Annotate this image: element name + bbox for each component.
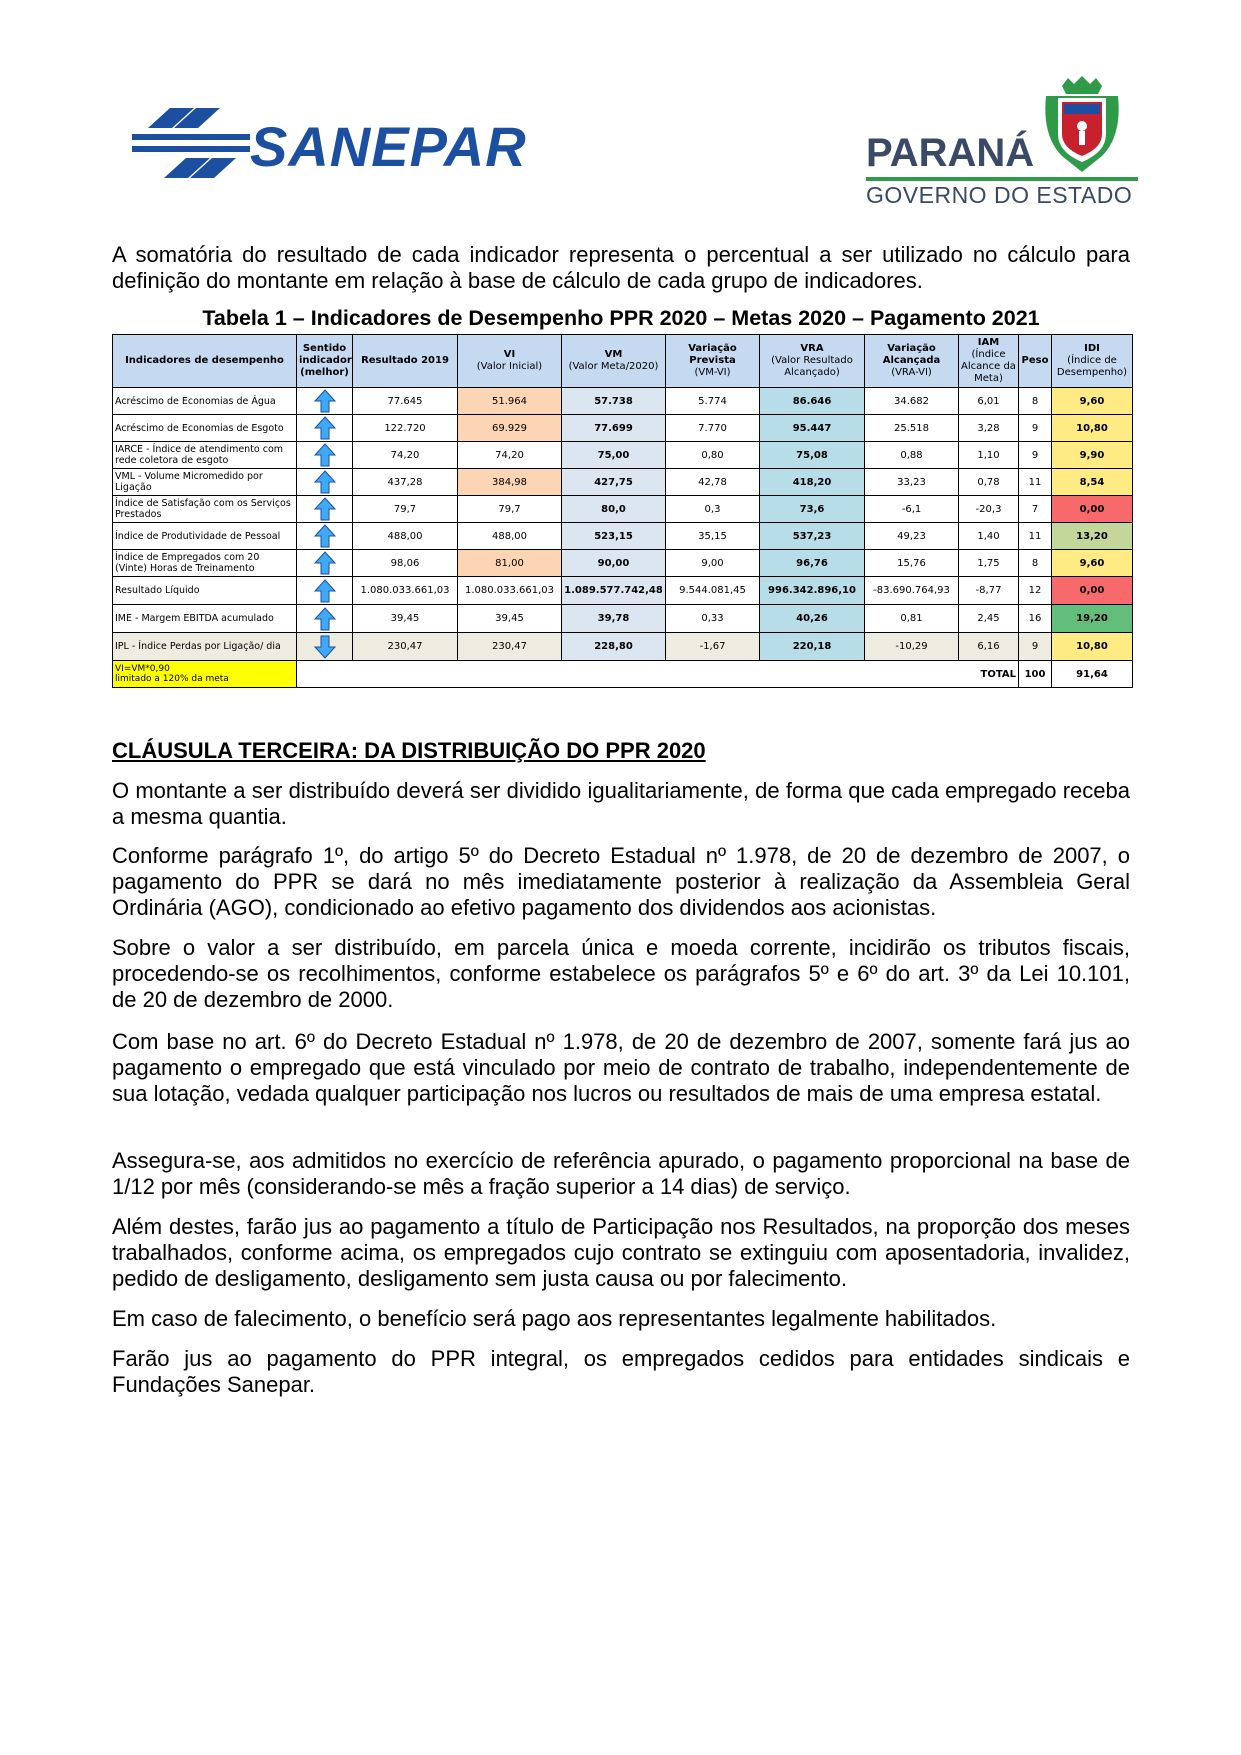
resultado-cell: 79,7 [353, 496, 458, 523]
total-row [113, 661, 1133, 688]
variacao-alcancada-cell: -6,1 [865, 496, 959, 523]
indicator-name: IARCE - Índice de atendimento com rede coletora de esgoto [113, 442, 297, 469]
vm-cell: 57.738 [562, 388, 666, 415]
resultado-cell: 77.645 [353, 388, 458, 415]
variacao-prevista-cell: 42,78 [666, 469, 760, 496]
indicator-name: Resultado Líquido [113, 577, 297, 605]
variacao-prevista-cell: 0,33 [666, 605, 760, 633]
vm-cell: 77.699 [562, 415, 666, 442]
parana-logo-text: PARANÁ [866, 131, 1035, 175]
peso-cell: 8 [1019, 388, 1052, 415]
iam-cell: 6,16 [959, 633, 1019, 661]
peso-cell: 8 [1019, 550, 1052, 577]
resultado-cell: 437,28 [353, 469, 458, 496]
paragraph: Assegura-se, aos admitidos no exercício de referência apurado, o pagamento proporcional na base de 1/12 por mês (considerando-se mês a fração superior a 14 dias) de serviço. [112, 1148, 1130, 1199]
header-resultado: Resultado 2019 [353, 335, 458, 388]
header-iam: IAM (Índice Alcance da Meta) [959, 335, 1019, 388]
paragraph: O montante a ser distribuído deverá ser dividido igualitariamente, de forma que cada empregado receba a mesma quantia. [112, 778, 1130, 829]
vra-cell: 418,20 [760, 469, 865, 496]
peso-cell: 9 [1019, 633, 1052, 661]
vra-cell: 86.646 [760, 388, 865, 415]
paragraph: Sobre o valor a ser distribuído, em parcela única e moeda corrente, incidirão os tributos fiscais, procedendo-se os recolhimentos, conforme estabelece os parágrafos 5º e 6º do art. 3º da Lei 10.101, de 20 de dezembro de 2000. [112, 935, 1130, 1012]
clause-title: CLÁUSULA TERCEIRA: DA DISTRIBUIÇÃO DO PPR 2020 [112, 738, 706, 763]
direction-up-icon [297, 469, 353, 496]
variacao-alcancada-cell: -10,29 [865, 633, 959, 661]
resultado-cell: 122.720 [353, 415, 458, 442]
direction-down-icon [297, 633, 353, 661]
note-line-1: VI=VM*0,90 [115, 664, 170, 674]
variacao-alcancada-cell: 49,23 [865, 523, 959, 550]
vi-cell: 81,00 [458, 550, 562, 577]
resultado-cell: 230,47 [353, 633, 458, 661]
variacao-alcancada-cell: 0,81 [865, 605, 959, 633]
iam-cell: 3,28 [959, 415, 1019, 442]
header-idi: IDI (Índice de Desempenho) [1052, 335, 1133, 388]
vra-cell: 40,26 [760, 605, 865, 633]
table-row [113, 442, 1133, 469]
iam-cell: -20,3 [959, 496, 1019, 523]
header-variacao-prevista: Variação Prevista (VM-VI) [666, 335, 760, 388]
vra-cell: 73,6 [760, 496, 865, 523]
note-line-2: limitado a 120% da meta [115, 674, 229, 684]
direction-up-icon [297, 605, 353, 633]
vi-cell: 230,47 [458, 633, 562, 661]
sanepar-logo [132, 104, 542, 184]
vi-cell: 1.080.033.661,03 [458, 577, 562, 605]
idi-cell: 10,80 [1052, 415, 1133, 442]
indicator-name: Índice de Empregados com 20 (Vinte) Horas de Treinamento [113, 550, 297, 577]
vm-cell: 75,00 [562, 442, 666, 469]
header-vm: VM (Valor Meta/2020) [562, 335, 666, 388]
indicator-name: Índice de Satisfação com os Serviços Prestados [113, 496, 297, 523]
idi-cell: 9,90 [1052, 442, 1133, 469]
variacao-alcancada-cell: -83.690.764,93 [865, 577, 959, 605]
peso-cell: 11 [1019, 469, 1052, 496]
vi-cell: 79,7 [458, 496, 562, 523]
table-row [113, 388, 1133, 415]
variacao-prevista-cell: 9.544.081,45 [666, 577, 760, 605]
vi-cell: 69.929 [458, 415, 562, 442]
table-header-row [113, 335, 1133, 388]
variacao-alcancada-cell: 15,76 [865, 550, 959, 577]
table-row [113, 550, 1133, 577]
vm-cell: 80,0 [562, 496, 666, 523]
indicator-name: VML - Volume Micromedido por Ligação [113, 469, 297, 496]
logo-divider [866, 177, 1138, 181]
direction-up-icon [297, 388, 353, 415]
resultado-cell: 1.080.033.661,03 [353, 577, 458, 605]
indicator-name: Acréscimo de Economias de Esgoto [113, 415, 297, 442]
idi-cell: 9,60 [1052, 388, 1133, 415]
sanepar-logo-text: SANEPAR [250, 115, 527, 178]
indicators-table [112, 334, 1133, 688]
variacao-alcancada-cell: 34.682 [865, 388, 959, 415]
variacao-alcancada-cell: 25.518 [865, 415, 959, 442]
idi-cell: 19,20 [1052, 605, 1133, 633]
direction-up-icon [297, 550, 353, 577]
vra-cell: 220,18 [760, 633, 865, 661]
iam-cell: 0,78 [959, 469, 1019, 496]
indicator-name: IPL - Índice Perdas por Ligação/ dia [113, 633, 297, 661]
vra-cell: 996.342.896,10 [760, 577, 865, 605]
variacao-prevista-cell: 9,00 [666, 550, 760, 577]
governo-logo-text: GOVERNO DO ESTADO [866, 182, 1133, 208]
vra-cell: 75,08 [760, 442, 865, 469]
indicator-name: Índice de Produtividade de Pessoal [113, 523, 297, 550]
header-vi: VI (Valor Inicial) [458, 335, 562, 388]
variacao-alcancada-cell: 33,23 [865, 469, 959, 496]
table-row [113, 523, 1133, 550]
vm-cell: 523,15 [562, 523, 666, 550]
peso-cell: 9 [1019, 415, 1052, 442]
header-peso: Peso [1019, 335, 1052, 388]
vra-cell: 96,76 [760, 550, 865, 577]
paragraph: Conforme parágrafo 1º, do artigo 5º do Decreto Estadual nº 1.978, de 20 de dezembro de 2007, o pagamento do PPR se dará no mês imediatamente posterior à realização da Assembleia Geral Ordinária (AGO), condicionado ao efetivo pagamento dos dividendos aos acionistas. [112, 843, 1130, 920]
variacao-prevista-cell: 0,3 [666, 496, 760, 523]
table-row [113, 605, 1133, 633]
idi-cell: 0,00 [1052, 577, 1133, 605]
peso-cell: 7 [1019, 496, 1052, 523]
table-row [113, 415, 1133, 442]
total-idi: 91,64 [1052, 661, 1133, 688]
formula-note [113, 661, 297, 688]
vm-cell: 39,78 [562, 605, 666, 633]
vi-cell: 39,45 [458, 605, 562, 633]
idi-cell: 9,60 [1052, 550, 1133, 577]
direction-up-icon [297, 415, 353, 442]
direction-up-icon [297, 496, 353, 523]
variacao-alcancada-cell: 0,88 [865, 442, 959, 469]
variacao-prevista-cell: 35,15 [666, 523, 760, 550]
peso-cell: 16 [1019, 605, 1052, 633]
table-title: Tabela 1 – Indicadores de Desempenho PPR 2020 – Metas 2020 – Pagamento 2021 [202, 306, 1040, 330]
table-row [113, 469, 1133, 496]
vi-cell: 384,98 [458, 469, 562, 496]
peso-cell: 12 [1019, 577, 1052, 605]
idi-cell: 13,20 [1052, 523, 1133, 550]
paragraph: Farão jus ao pagamento do PPR integral, os empregados cedidos para entidades sindicais e Fundações Sanepar. [112, 1346, 1130, 1397]
peso-cell: 11 [1019, 523, 1052, 550]
vm-cell: 90,00 [562, 550, 666, 577]
resultado-cell: 488,00 [353, 523, 458, 550]
header-vra: VRA (Valor Resultado Alcançado) [760, 335, 865, 388]
variacao-prevista-cell: -1,67 [666, 633, 760, 661]
paragraph: Em caso de falecimento, o benefício será pago aos representantes legalmente habilitados. [112, 1306, 997, 1331]
vi-cell: 51.964 [458, 388, 562, 415]
total-peso: 100 [1019, 661, 1052, 688]
vm-cell: 1.089.577.742,48 [562, 577, 666, 605]
vm-cell: 427,75 [562, 469, 666, 496]
paragraph: Além destes, farão jus ao pagamento a título de Participação nos Resultados, na proporção dos meses trabalhados, conforme acima, os empregados cujo contrato se extinguiu com aposentadoria, invalidez, pedido de desligamento, desligamento sem justa causa ou por falecimento. [112, 1214, 1130, 1291]
intro-paragraph: A somatória do resultado de cada indicador representa o percentual a ser utilizado no cálculo para definição do montante em relação à base de cálculo de cada grupo de indicadores. [112, 242, 1130, 293]
resultado-cell: 74,20 [353, 442, 458, 469]
vm-cell: 228,80 [562, 633, 666, 661]
table-row [113, 496, 1133, 523]
idi-cell: 8,54 [1052, 469, 1133, 496]
vi-cell: 488,00 [458, 523, 562, 550]
header-variacao-alcancada: Variação Alcançada (VRA-VI) [865, 335, 959, 388]
parana-government-logo [866, 76, 1138, 206]
idi-cell: 10,80 [1052, 633, 1133, 661]
direction-up-icon [297, 442, 353, 469]
vra-cell: 537,23 [760, 523, 865, 550]
peso-cell: 9 [1019, 442, 1052, 469]
iam-cell: -8,77 [959, 577, 1019, 605]
variacao-prevista-cell: 5.774 [666, 388, 760, 415]
direction-up-icon [297, 577, 353, 605]
idi-cell: 0,00 [1052, 496, 1133, 523]
sanepar-symbol-icon [132, 104, 252, 184]
resultado-cell: 39,45 [353, 605, 458, 633]
header-sentido: Sentido indicador (melhor) [297, 335, 353, 388]
iam-cell: 2,45 [959, 605, 1019, 633]
parana-coat-of-arms-icon [1042, 76, 1122, 176]
indicator-name: IME - Margem EBITDA acumulado [113, 605, 297, 633]
direction-up-icon [297, 523, 353, 550]
variacao-prevista-cell: 7.770 [666, 415, 760, 442]
table-row [113, 577, 1133, 605]
variacao-prevista-cell: 0,80 [666, 442, 760, 469]
iam-cell: 1,40 [959, 523, 1019, 550]
resultado-cell: 98,06 [353, 550, 458, 577]
header-indicadores: Indicadores de desempenho [113, 335, 297, 388]
table-row [113, 633, 1133, 661]
total-label: TOTAL [297, 661, 1019, 688]
vra-cell: 95.447 [760, 415, 865, 442]
vi-cell: 74,20 [458, 442, 562, 469]
paragraph: Com base no art. 6º do Decreto Estadual nº 1.978, de 20 de dezembro de 2007, somente fará jus ao pagamento o empregado que está vinculado por meio de contrato de trabalho, independentemente de sua lotação, vedada qualquer participação nos lucros ou resultados de mais de uma empresa estatal. [112, 1029, 1130, 1106]
iam-cell: 6,01 [959, 388, 1019, 415]
iam-cell: 1,75 [959, 550, 1019, 577]
iam-cell: 1,10 [959, 442, 1019, 469]
indicator-name: Acréscimo de Economias de Água [113, 388, 297, 415]
